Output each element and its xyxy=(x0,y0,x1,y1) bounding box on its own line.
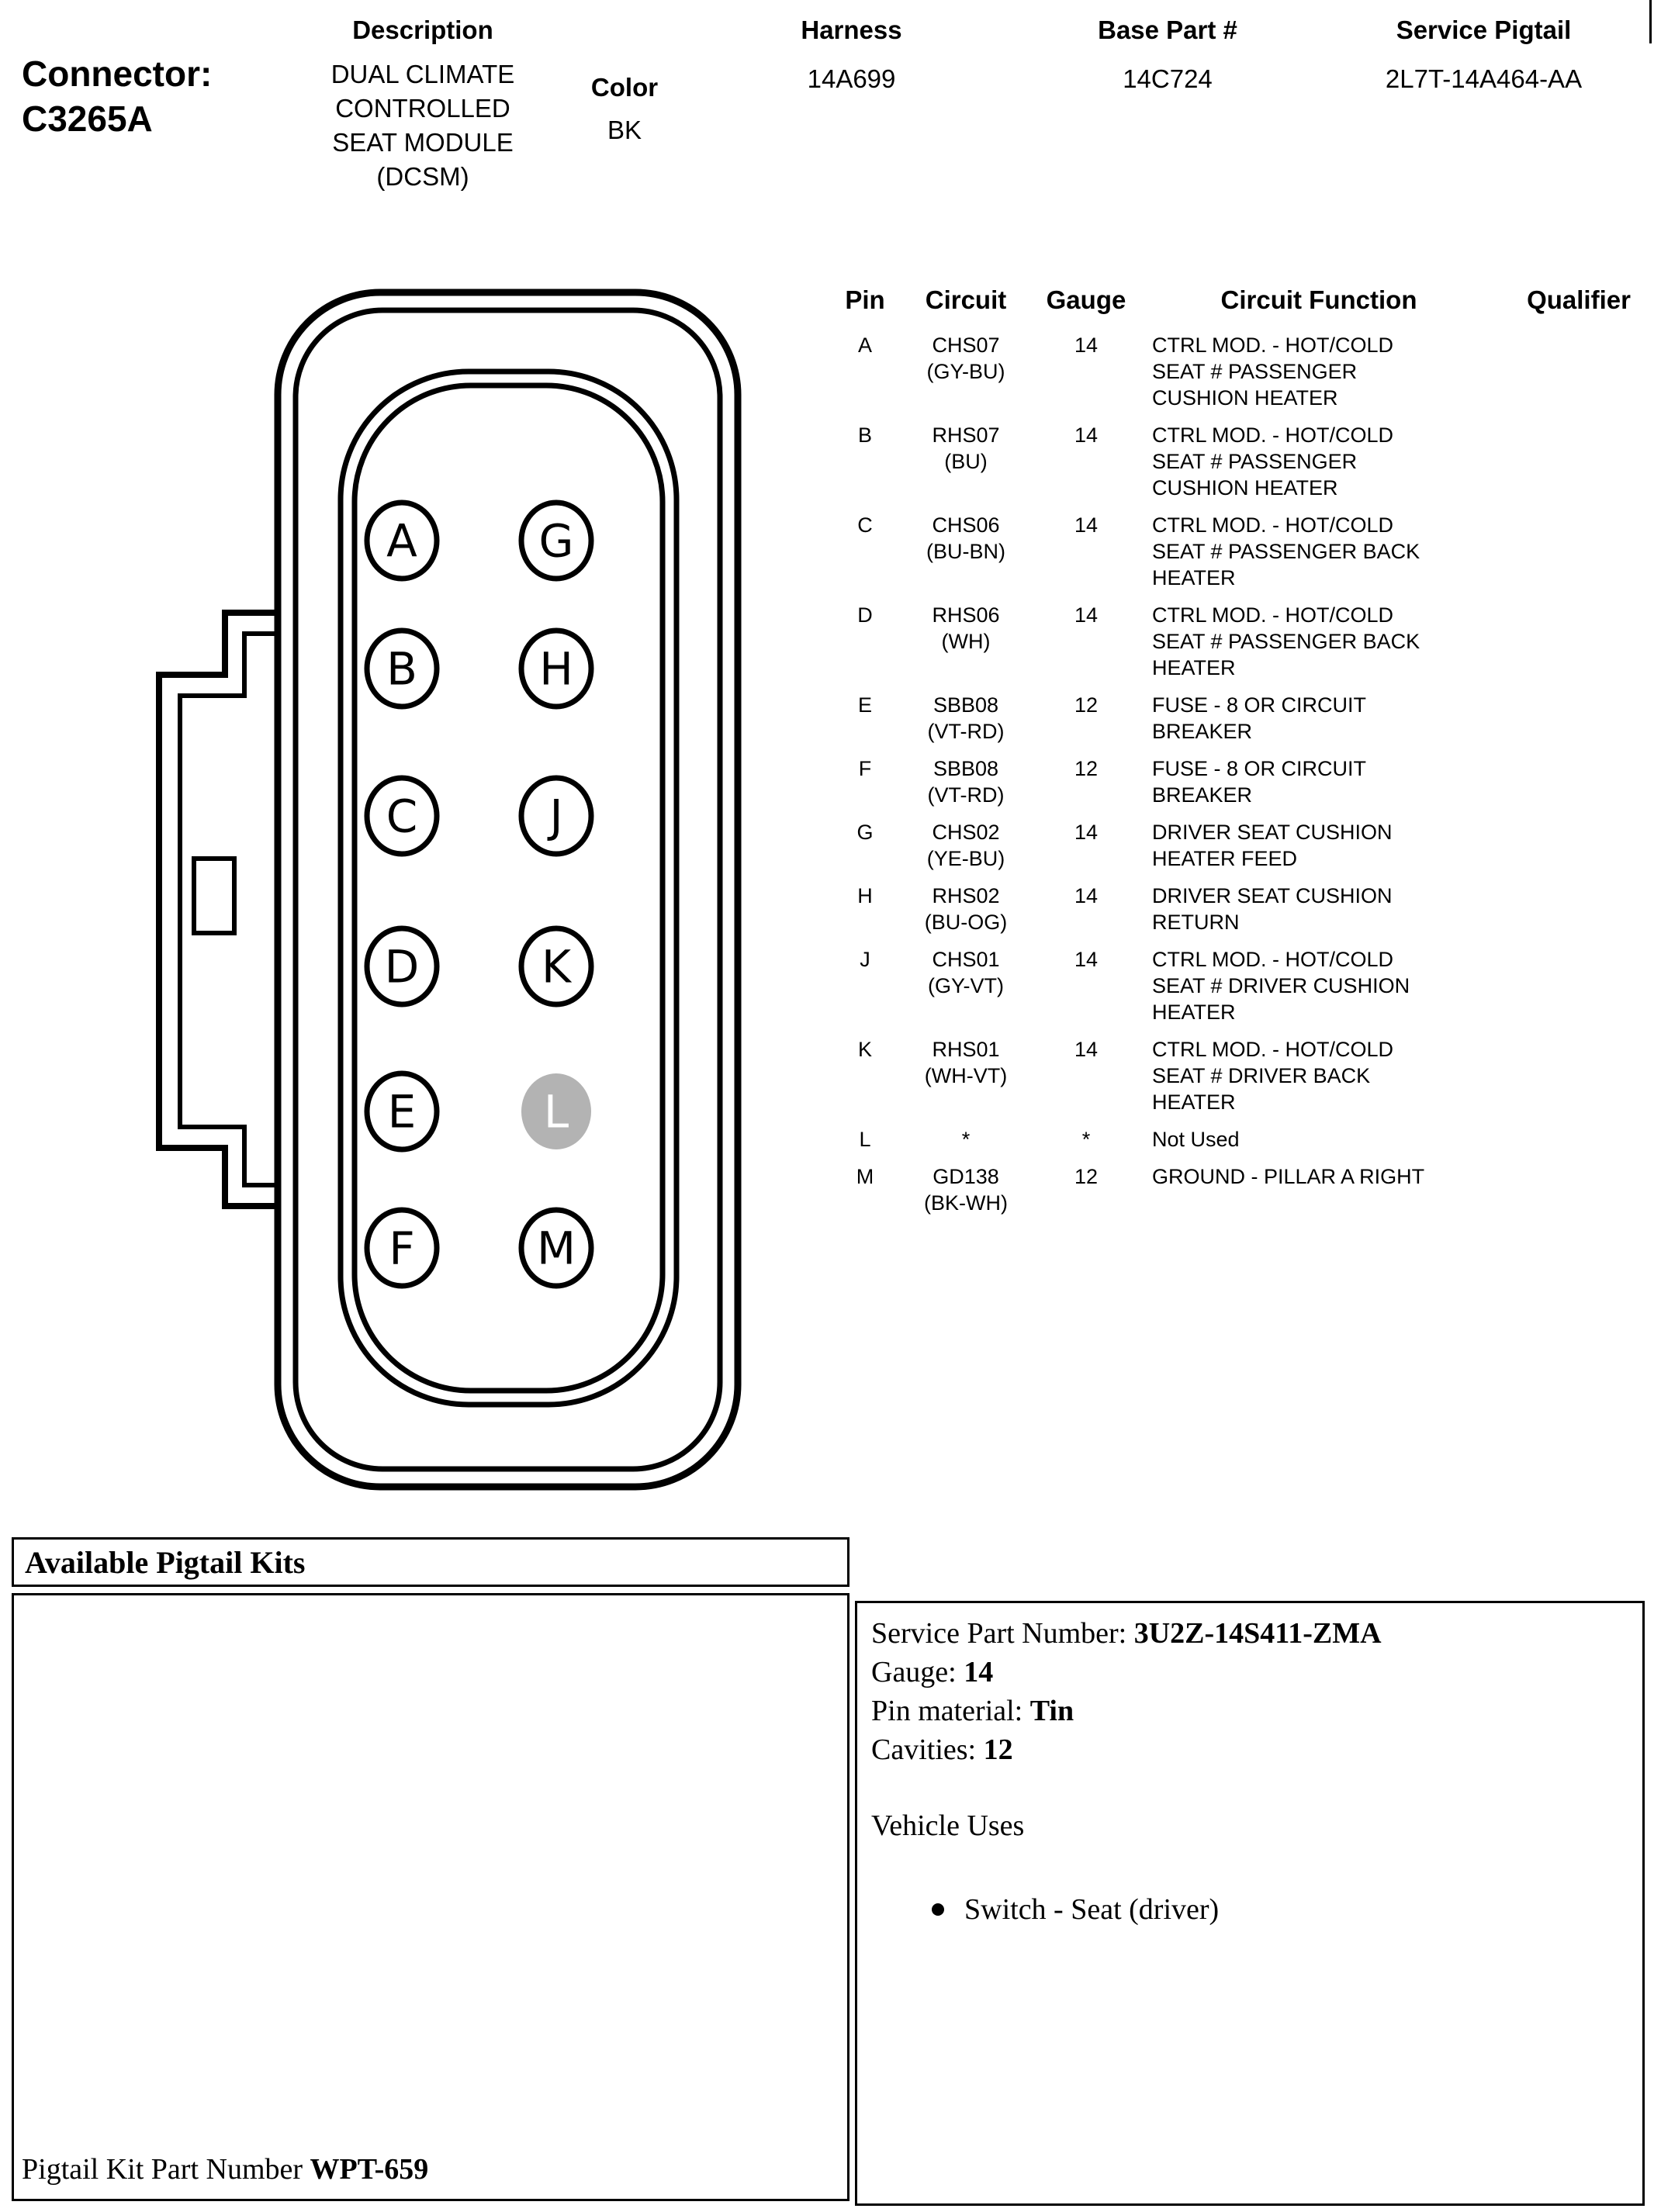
pigtail-kits-title-box xyxy=(12,1537,849,1587)
circuit-function-cell: FUSE - 8 OR CIRCUIT BREAKER xyxy=(1152,693,1366,743)
header-qualifier: Qualifier xyxy=(1527,285,1631,314)
circuit-function-cell: CTRL MOD. - HOT/COLD SEAT # PASSENGER CUSHION HEATER xyxy=(1152,423,1394,499)
connector-diagram xyxy=(116,283,784,1501)
pin-letter-B: B xyxy=(386,642,417,696)
header-description xyxy=(303,14,543,194)
qualifier-cell xyxy=(1501,755,1654,808)
gauge-cell: 12 xyxy=(1074,1165,1099,1188)
header-circuit-function: Circuit Function xyxy=(1220,285,1417,314)
pin-cell: A xyxy=(857,334,872,357)
pin-table-row-M xyxy=(834,1163,1654,1216)
pin-table-rows xyxy=(834,332,1654,1216)
pin-letter-E: E xyxy=(387,1085,417,1139)
pin-cell: G xyxy=(856,821,874,844)
connector-shell-inner xyxy=(296,310,720,1469)
gauge-line xyxy=(871,1653,1628,1692)
connector-latch-outer xyxy=(159,613,278,1206)
qualifier-cell xyxy=(1501,1163,1654,1216)
gauge-value: 14 xyxy=(964,1656,994,1688)
header-pin: Pin xyxy=(845,285,885,314)
gauge-cell: 14 xyxy=(1074,423,1099,447)
harness-value: 14A699 xyxy=(807,64,896,93)
qualifier-cell xyxy=(1501,692,1654,745)
circuit-function-cell: DRIVER SEAT CUSHION RETURN xyxy=(1152,884,1393,934)
pin-table-row-G xyxy=(834,819,1654,872)
circuit-cell: GD138 (BK-WH) xyxy=(924,1165,1008,1215)
pin-cell: C xyxy=(857,513,873,537)
pin-table xyxy=(834,285,1654,1227)
pin-letter-L: L xyxy=(543,1085,569,1139)
pin-letter-M: M xyxy=(536,1222,576,1275)
header-circuit: Circuit xyxy=(925,285,1007,314)
header-color xyxy=(574,71,675,147)
pigtail-part-number xyxy=(22,2152,428,2186)
color-label: Color xyxy=(590,73,659,102)
service-part-number-line xyxy=(871,1614,1628,1653)
circuit-cell: CHS01 (GY-VT) xyxy=(927,948,1004,997)
cavities-value: 12 xyxy=(983,1733,1013,1766)
pin-table-row-J xyxy=(834,946,1654,1025)
circuit-cell: RHS02 (BU-OG) xyxy=(924,884,1008,934)
header-gauge: Gauge xyxy=(1046,285,1126,314)
pin-letter-G: G xyxy=(538,514,574,568)
circuit-function-cell: CTRL MOD. - HOT/COLD SEAT # PASSENGER BACK HEATER xyxy=(1152,513,1420,589)
header-service-pigtail xyxy=(1350,14,1618,96)
pigtail-kits-box xyxy=(12,1593,849,2201)
qualifier-cell xyxy=(1501,883,1654,935)
gauge-cell: 14 xyxy=(1074,821,1099,844)
circuit-cell: CHS02 (YE-BU) xyxy=(926,821,1005,870)
pigtail-part-number-label: Pigtail Kit Part Number xyxy=(22,2153,310,2186)
description-value: DUAL CLIMATE CONTROLLED SEAT MODULE (DCSM) xyxy=(330,60,515,191)
pin-table-row-E xyxy=(834,692,1654,745)
qualifier-cell xyxy=(1501,422,1654,501)
vehicle-use-text: Switch - Seat (driver) xyxy=(964,1893,1220,1926)
circuit-function-cell: CTRL MOD. - HOT/COLD SEAT # PASSENGER BACK HEATER xyxy=(1152,603,1420,679)
circuit-cell: CHS06 (BU-BN) xyxy=(926,513,1005,563)
bullet-icon xyxy=(932,1903,944,1916)
circuit-cell: RHS06 (WH) xyxy=(932,603,1000,653)
pin-letter-D: D xyxy=(384,940,420,994)
pin-table-row-L xyxy=(834,1126,1654,1153)
vehicle-use-item xyxy=(932,1890,1628,1929)
qualifier-cell xyxy=(1501,819,1654,872)
qualifier-cell xyxy=(1501,512,1654,591)
pin-table-row-K xyxy=(834,1036,1654,1115)
pin-letter-A: A xyxy=(386,514,417,568)
pin-table-row-B xyxy=(834,422,1654,501)
circuit-function-cell: Not Used xyxy=(1152,1128,1240,1151)
circuit-function-cell: CTRL MOD. - HOT/COLD SEAT # PASSENGER CUSHION HEATER xyxy=(1152,334,1394,410)
connector-latch-key xyxy=(194,859,234,933)
gauge-cell: 14 xyxy=(1074,513,1099,537)
gauge-cell: 12 xyxy=(1074,757,1099,780)
connector-id: C3265A xyxy=(22,99,153,139)
circuit-cell: SBB08 (VT-RD) xyxy=(927,757,1005,807)
service-part-number-label: Service Part Number: xyxy=(871,1617,1134,1650)
circuit-cell: SBB08 (VT-RD) xyxy=(927,693,1005,743)
header-base-part xyxy=(1074,14,1261,96)
pin-table-row-C xyxy=(834,512,1654,591)
pigtail-part-number-value: WPT-659 xyxy=(310,2153,429,2186)
pin-cell: K xyxy=(857,1038,872,1061)
page-edge-line xyxy=(1649,0,1652,43)
gauge-cell: 14 xyxy=(1074,603,1099,627)
qualifier-cell xyxy=(1501,332,1654,411)
cavities-label: Cavities: xyxy=(871,1733,984,1766)
description-label: Description xyxy=(352,16,493,44)
pin-cell: D xyxy=(857,603,873,627)
cavities-line xyxy=(871,1730,1628,1769)
harness-label: Harness xyxy=(801,16,902,44)
qualifier-cell xyxy=(1501,1036,1654,1115)
pin-cell: H xyxy=(857,884,873,907)
pin-cell: M xyxy=(856,1165,874,1188)
connector-label: Connector: xyxy=(22,54,213,94)
circuit-cell: * xyxy=(961,1128,971,1151)
pin-cell: L xyxy=(859,1128,871,1151)
base-part-label: Base Part # xyxy=(1098,16,1237,44)
circuit-function-cell: CTRL MOD. - HOT/COLD SEAT # DRIVER BACK HEATER xyxy=(1152,1038,1394,1114)
pin-table-row-D xyxy=(834,602,1654,681)
pin-cell: J xyxy=(860,948,870,971)
pin-material-value: Tin xyxy=(1029,1695,1074,1727)
service-part-number-value: 3U2Z-14S411-ZMA xyxy=(1133,1617,1382,1650)
pin-cell: E xyxy=(857,693,872,717)
connector-title xyxy=(22,51,212,141)
qualifier-cell xyxy=(1501,946,1654,1025)
pin-letter-F: F xyxy=(389,1222,415,1275)
gauge-cell: 14 xyxy=(1074,948,1099,971)
pin-cell: B xyxy=(857,423,872,447)
vehicle-uses-heading: Vehicle Uses xyxy=(871,1809,1025,1842)
gauge-cell: * xyxy=(1081,1128,1091,1151)
service-pigtail-label: Service Pigtail xyxy=(1396,16,1572,44)
gauge-cell: 12 xyxy=(1074,693,1099,717)
service-part-box xyxy=(855,1601,1645,2206)
pin-table-header xyxy=(834,285,1654,315)
qualifier-cell xyxy=(1501,1126,1654,1153)
pin-material-label: Pin material: xyxy=(871,1695,1030,1727)
gauge-label: Gauge: xyxy=(871,1656,964,1688)
pin-table-row-H xyxy=(834,883,1654,935)
pin-table-row-F xyxy=(834,755,1654,808)
color-value: BK xyxy=(607,116,642,144)
pin-letter-J: J xyxy=(549,790,563,843)
pin-letter-C: C xyxy=(386,790,418,843)
header-harness xyxy=(768,14,935,96)
circuit-function-cell: FUSE - 8 OR CIRCUIT BREAKER xyxy=(1152,757,1366,807)
connector-pins xyxy=(367,503,591,1286)
circuit-cell: RHS01 (WH-VT) xyxy=(924,1038,1008,1087)
circuit-function-cell: DRIVER SEAT CUSHION HEATER FEED xyxy=(1152,821,1393,870)
circuit-function-cell: CTRL MOD. - HOT/COLD SEAT # DRIVER CUSHION HEATER xyxy=(1152,948,1410,1024)
qualifier-cell xyxy=(1501,602,1654,681)
pin-cell: F xyxy=(858,757,872,780)
pigtail-kits-title: Available Pigtail Kits xyxy=(25,1545,306,1580)
service-pigtail-value: 2L7T-14A464-AA xyxy=(1385,64,1583,93)
gauge-cell: 14 xyxy=(1074,884,1099,907)
pin-letter-K: K xyxy=(541,940,572,994)
base-part-value: 14C724 xyxy=(1123,64,1213,93)
gauge-cell: 14 xyxy=(1074,1038,1099,1061)
circuit-function-cell: GROUND - PILLAR A RIGHT xyxy=(1152,1165,1425,1188)
circuit-cell: CHS07 (GY-BU) xyxy=(926,334,1005,383)
pin-material-line xyxy=(871,1692,1628,1730)
pin-letter-H: H xyxy=(539,642,573,696)
gauge-cell: 14 xyxy=(1074,334,1099,357)
pin-table-row-A xyxy=(834,332,1654,411)
circuit-cell: RHS07 (BU) xyxy=(932,423,1000,473)
